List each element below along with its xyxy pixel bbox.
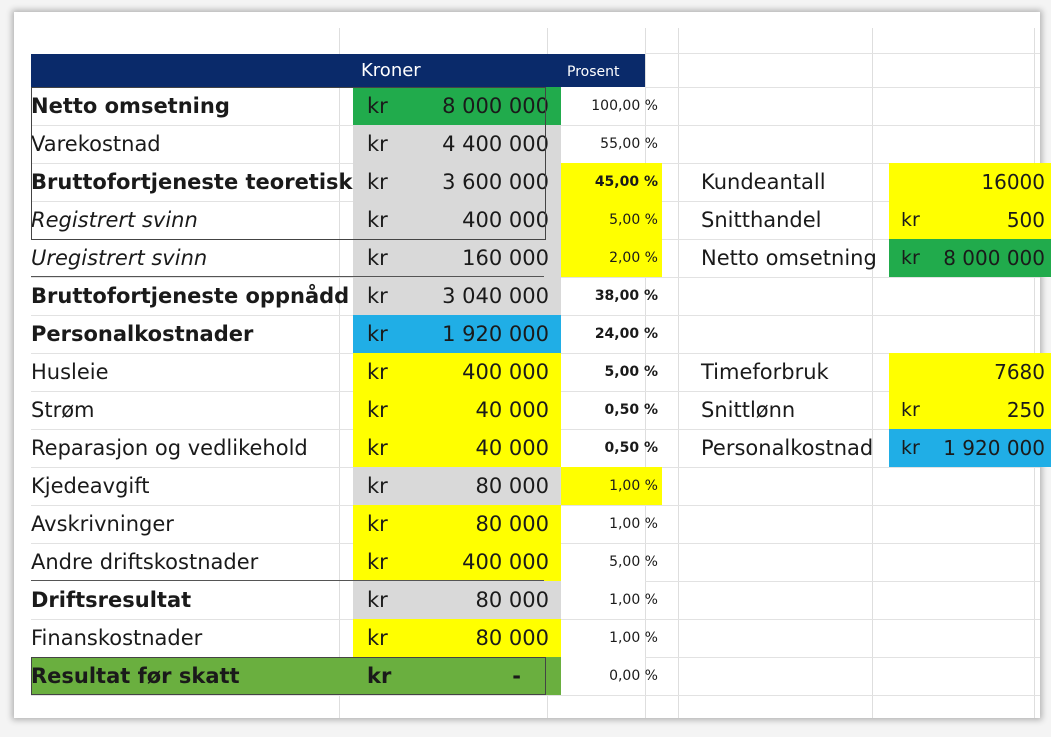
row-label[interactable]: Kjedeavgift: [31, 474, 150, 498]
percent-value: 0,50 %: [604, 440, 658, 456]
netto-omsetning-label[interactable]: Netto omsetning: [701, 246, 877, 270]
amount: -: [512, 664, 521, 688]
table-row: [31, 391, 1045, 429]
currency: kr: [367, 512, 388, 536]
amount: 40 000: [475, 436, 549, 460]
currency: kr: [367, 94, 388, 118]
table-header: [31, 54, 645, 87]
currency: kr: [367, 322, 388, 346]
row-percent[interactable]: [561, 657, 662, 695]
personalkostnad-label[interactable]: Personalkostnad: [701, 436, 874, 460]
currency: kr: [901, 247, 920, 269]
currency: kr: [367, 170, 388, 194]
amount: 3 040 000: [442, 284, 549, 308]
personalkostnad-value-cell[interactable]: [889, 429, 1051, 467]
snitthandel-value: 500: [1006, 208, 1045, 232]
row-label[interactable]: Netto omsetning: [31, 94, 230, 118]
percent-value: 55,00 %: [600, 136, 658, 152]
table-row: [31, 581, 1040, 619]
amount: 160 000: [462, 246, 549, 270]
amount: 400 000: [462, 208, 549, 232]
currency: kr: [367, 588, 388, 612]
amount: 3 600 000: [442, 170, 549, 194]
amount: 80 000: [475, 626, 549, 650]
row-label[interactable]: Driftsresultat: [31, 588, 192, 612]
row-label[interactable]: Resultat før skatt: [31, 657, 353, 695]
row-percent[interactable]: [561, 277, 662, 315]
timeforbruk-label[interactable]: Timeforbruk: [701, 360, 829, 384]
percent-value: 1,00 %: [609, 630, 658, 646]
row-label[interactable]: Bruttofortjeneste oppnådd: [31, 284, 350, 308]
percent-value: 1,00 %: [609, 478, 658, 494]
amount: 4 400 000: [442, 132, 549, 156]
percent-value: 100,00 %: [591, 98, 658, 114]
header-kroner: Kroner: [361, 60, 421, 81]
row-percent[interactable]: [561, 353, 662, 391]
gridline: [645, 53, 1040, 54]
row-label[interactable]: Husleie: [31, 360, 109, 384]
row-percent[interactable]: [561, 239, 662, 277]
row-label[interactable]: Bruttofortjeneste teoretisk: [31, 170, 353, 194]
personalkostnad-value: 1 920 000: [943, 436, 1045, 460]
amount: 40 000: [475, 398, 549, 422]
table-row: [31, 353, 1045, 391]
percent-value: 0,00 %: [609, 668, 658, 684]
percent-value: 5,00 %: [609, 212, 658, 228]
amount: 400 000: [462, 360, 549, 384]
row-percent[interactable]: [561, 581, 662, 619]
currency: kr: [367, 550, 388, 574]
percent-value: 5,00 %: [604, 364, 658, 380]
percent-value: 24,00 %: [594, 326, 658, 342]
timeforbruk-value-cell[interactable]: [889, 353, 1051, 391]
percent-value: 45,00 %: [594, 174, 658, 190]
amount: 80 000: [475, 474, 549, 498]
header-prosent: Prosent: [567, 64, 620, 80]
row-amount-cell[interactable]: [353, 315, 561, 353]
row-percent[interactable]: [561, 543, 662, 581]
amount: 400 000: [462, 550, 549, 574]
amount: 80 000: [475, 512, 549, 536]
row-percent[interactable]: [561, 391, 662, 429]
row-amount-cell[interactable]: [353, 391, 561, 429]
row-percent[interactable]: [561, 315, 662, 353]
snittlonn-label[interactable]: Snittlønn: [701, 398, 796, 422]
row-label[interactable]: Uregistrert svinn: [31, 246, 208, 270]
row-label[interactable]: Finanskostnader: [31, 626, 203, 650]
row-label[interactable]: Avskrivninger: [31, 512, 174, 536]
currency: kr: [901, 399, 920, 421]
row-percent[interactable]: [561, 467, 662, 505]
table-row: [31, 429, 1045, 467]
percent-value: 1,00 %: [609, 592, 658, 608]
row-percent[interactable]: [561, 619, 662, 657]
kundeantall-value: 16000: [981, 170, 1045, 194]
currency: kr: [367, 664, 392, 688]
currency: kr: [367, 360, 388, 384]
spreadsheet: [14, 12, 1045, 718]
table-row: [31, 239, 1045, 277]
currency: kr: [901, 209, 920, 231]
row-amount-cell[interactable]: [353, 353, 561, 391]
row-amount-cell[interactable]: [353, 429, 561, 467]
row-percent[interactable]: [561, 429, 662, 467]
table-row: [31, 277, 1040, 315]
result-border: [31, 657, 546, 695]
row-percent[interactable]: [561, 201, 662, 239]
percent-value: 1,00 %: [609, 516, 658, 532]
snitthandel-label[interactable]: Snitthandel: [701, 208, 822, 232]
gridline: [31, 695, 645, 696]
netto-omsetning-value: 8 000 000: [943, 246, 1045, 270]
row-percent[interactable]: [561, 87, 662, 125]
currency: kr: [367, 398, 388, 422]
netto-omsetning-value-cell[interactable]: [889, 239, 1051, 277]
row-amount-cell[interactable]: [353, 581, 561, 619]
row-amount-cell[interactable]: [353, 543, 561, 581]
percent-value: 2,00 %: [609, 250, 658, 266]
separator: [31, 276, 544, 277]
row-label[interactable]: Varekostnad: [31, 132, 161, 156]
currency: kr: [367, 474, 388, 498]
currency: kr: [367, 284, 388, 308]
row-label[interactable]: Strøm: [31, 398, 95, 422]
table-row: [31, 315, 1040, 353]
snittlonn-value: 250: [1006, 398, 1045, 422]
currency: kr: [367, 436, 388, 460]
timeforbruk-value: 7680: [994, 360, 1045, 384]
gridline: [645, 695, 1040, 696]
kundeantall-label[interactable]: Kundeantall: [701, 170, 826, 194]
row-label[interactable]: Registrert svinn: [31, 208, 198, 232]
row-percent[interactable]: [561, 125, 662, 163]
row-label[interactable]: Andre driftskostnader: [31, 550, 259, 574]
row-percent[interactable]: [561, 163, 662, 201]
table-row: [31, 619, 1040, 657]
currency: kr: [367, 132, 388, 156]
percent-value: 0,50 %: [604, 402, 658, 418]
amount: 8 000 000: [442, 94, 549, 118]
currency: kr: [901, 437, 920, 459]
row-percent[interactable]: [561, 505, 662, 543]
percent-value: 38,00 %: [594, 288, 658, 304]
row-amount-cell[interactable]: [353, 619, 561, 657]
table-row: [31, 543, 1040, 581]
snitthandel-value-cell[interactable]: [889, 201, 1051, 239]
row-amount-cell[interactable]: [353, 277, 561, 315]
amount: 80 000: [475, 588, 549, 612]
row-label[interactable]: Personalkostnader: [31, 322, 254, 346]
separator: [31, 580, 544, 581]
row-amount-cell[interactable]: [353, 239, 561, 277]
currency: kr: [367, 626, 388, 650]
percent-value: 5,00 %: [609, 554, 658, 570]
amount: 1 920 000: [442, 322, 549, 346]
row-label[interactable]: Reparasjon og vedlikehold: [31, 436, 308, 460]
kundeantall-value-cell[interactable]: [889, 163, 1051, 201]
block-border: [31, 87, 546, 240]
row-amount-cell[interactable]: [353, 467, 561, 505]
table-row: [31, 505, 1040, 543]
table-row: [31, 467, 1040, 505]
currency: kr: [367, 246, 388, 270]
row-amount-cell[interactable]: [353, 505, 561, 543]
snittlonn-value-cell[interactable]: [889, 391, 1051, 429]
currency: kr: [367, 208, 388, 232]
